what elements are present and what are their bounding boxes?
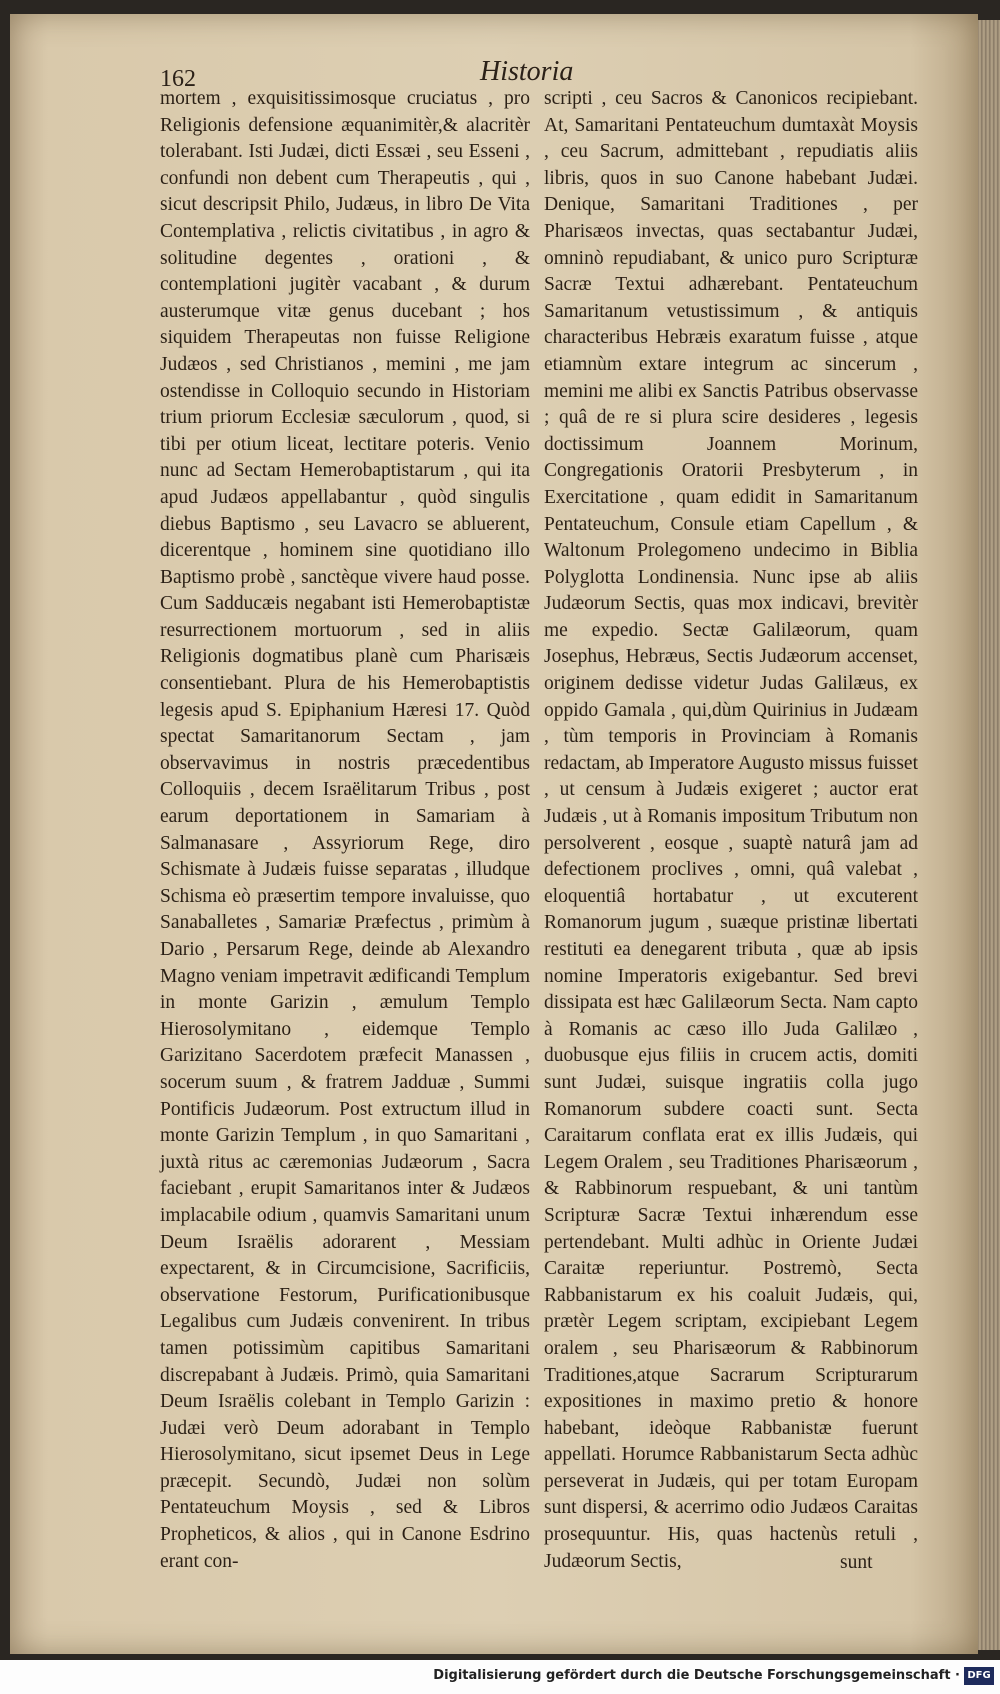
text-column-right xyxy=(544,86,918,1572)
page-number: 162 xyxy=(160,66,196,92)
footer-credit: Digitalisierung gefördert durch die Deutsche Forschungsgemeinschaft · xyxy=(433,1668,960,1683)
right-column-text: scripti , ceu Sacros & Canonicos recipiebant. At, Samaritani Pentateuchum dumtaxàt Moysis , ceu Sacrum, admittebant , repudiatis aliis libris, quos in suo Canone habebant Judæi. Denique, Samaritani Traditiones , per Pharisæos invectas, quas sectabantur Judæi, omninò repudiabant, & unico puro Scripturæ Sacræ Textui adhærebant. Pentateuchum Samaritanum vetustissimum , & antiquis characteribus Hebræis exaratum fuisse , atque etiamnùm extare integrum ac sincerum , memini me alibi ex Sanctis Patribus observasse ; quâ de re si plura scire desideres , legesis doctissimum Joannem Morinum, Congregationis Oratorii Presbyterum , in Exercitatione , quam edidit in Samaritanum Pentateuchum, Consule etiam Capellum , & Waltonum Prolegomeno undecimo in Biblia Polyglotta Londinensia. Nunc ipse ab aliis Judæorum Sectis, quas mox indicavi, brevitèr me expedio. Sectæ Galilæorum, quam Josephus, Hebræus, Sectis Judæorum accenset, originem dedisse videtur Judas Galilæus, ex oppido Gamala , qui,dùm Quirinius in Judæam , tùm temporis in Provinciam à Romanis redactam, ab Imperatore Augusto missus fuisset , ut censum à Judæis exigeret ; auctor erat Judæis , ut à Romanis impositum Tributum non persolverent , eosque , suaptè naturâ jam ad defectionem proclives , omni, quâ valebat , eloquentiâ hortabatur , ut excuterent Romanorum jugum , suæque pristinæ libertati restituti ea denegarent tributa , quæ ab ipsis nomine Imperatoris exigebantur. Sed brevi dissipata est hæc Galilæorum Secta. Nam capto à Romanis ac cæso illo Juda Galilæo , duobusque ejus filiis in crucem actis, domiti sunt Judæi, suisque ingratiis colla jugo Romanorum subdere coacti sunt. Secta Caraitarum conflata erat ex illis Judæis, qui Legem Oralem , seu Traditiones Pharisæorum , & Rabbinorum respuebant, & uni tantùm Scripturæ Sacræ Textui inhærendum esse pertendebant. Multi adhùc in Oriente Judæi Caraitæ reperiuntur. Postremò, Secta Rabbanistarum ex his coaluit Judæis, qui, prætèr Legem scriptam, excipiebant Legem oralem , seu Pharisæorum & Rabbinorum Traditiones,atque Sacrarum Scripturarum expositiones in maximo pretio & honore habebant, ideòque Rabbanistæ fuerunt appellati. Horumce Rabbanistarum Secta adhùc perseverat in Judæis, qui per totam Europam sunt dispersi, & acerrimo odio Judæos Caraitas prosequuntur. His, quas hactenùs retuli , Judæorum Sectis, xyxy=(544,88,918,1572)
running-head: Historia xyxy=(480,56,574,87)
catchword: sunt xyxy=(840,1552,873,1573)
dfg-logo-icon: DFG xyxy=(964,1667,994,1685)
book-page xyxy=(10,14,978,1654)
footer-bar xyxy=(0,1660,1000,1694)
page-header xyxy=(10,44,978,92)
text-column-left xyxy=(160,86,530,1572)
page-edge xyxy=(978,20,1000,1650)
left-column-text: mortem , exquisitissimosque cruciatus , pro Religionis defensione æquanimitèr,& alacritèr tolerabant. Isti Judæi, dicti Essæi , seu Esseni , confundi non debent cum Therapeutis , qui , sicut descripsit Philo, Judæus, in libro De Vita Contemplativa , relictis civitatibus , in agro & solitudine degentes , orationi , & contemplationi jugitèr vacabant , & durum austerumque vitæ genus ducebant ; hos siquidem Therapeutas non fuisse Religione Judæos , sed Christianos , memini , me jam ostendisse in Colloquio secundo in Historiam trium priorum Ecclesiæ sæculorum , quod, si tibi per otium liceat, lectitare poteris. Venio nunc ad Sectam Hemerobaptistarum , qui ita apud Judæos appellabantur , quòd singulis diebus Baptismo , seu Lavacro se abluerent, dicerentque , hominem sine quotidiano illo Baptismo probè , sanctèque vivere haud posse. Cum Sadducæis negabant isti Hemerobaptistæ resurrectionem mortuorum , sed in aliis Religionis dogmatibus planè cum Pharisæis consentiebant. Plura de his Hemerobaptistis legesis apud S. Epiphanium Hæresi 17. Quòd spectat Samaritanorum Sectam , jam observavimus in nostris præcedentibus Colloquiis , decem Israëlitarum Tribus , post earum deportationem in Samariam à Salmanasare , Assyriorum Rege, diro Schismate à Judæis fuisse separatas , illudque Schisma eò præsertim tempore invaluisse, quo Sanaballetes , Samariæ Præfectus , primùm à Dario , Persarum Rege, deinde ab Alexandro Magno veniam impetravit ædificandi Templum in monte Garizin , æmulum Templo Hierosolymitano , eidemque Templo Garizitano Sacerdotem præfecit Manassen , socerum suum , & fratrem Jadduæ , Summi Pontificis Judæorum. Post extructum illud in monte Garizin Templum , in quo Samaritani , juxtà ritus ac cæremonias Judæorum , Sacra faciebant , erupit Samaritanos inter & Judæos implacabile odium , quamvis Samaritani unum Deum Israëlis adorarent , Messiam expectarent, & in Circumcisione, Sacrificiis, observatione Festorum, Purificationibusque Legalibus cum Judæis convenirent. In tribus tamen potissimùm capitibus Samaritani discrepabant à Judæis. Primò, quia Samaritani Deum Israëlis colebant in Templo Garizin : Judæi verò Deum adorabant in Templo Hierosolymitano, sicut ipsemet Deus in Lege præcepit. Secundò, Judæi non solùm Pentateuchum Moysis , sed & Libros Propheticos, & alios , qui in Canone Esdrino erant con- xyxy=(160,88,530,1572)
